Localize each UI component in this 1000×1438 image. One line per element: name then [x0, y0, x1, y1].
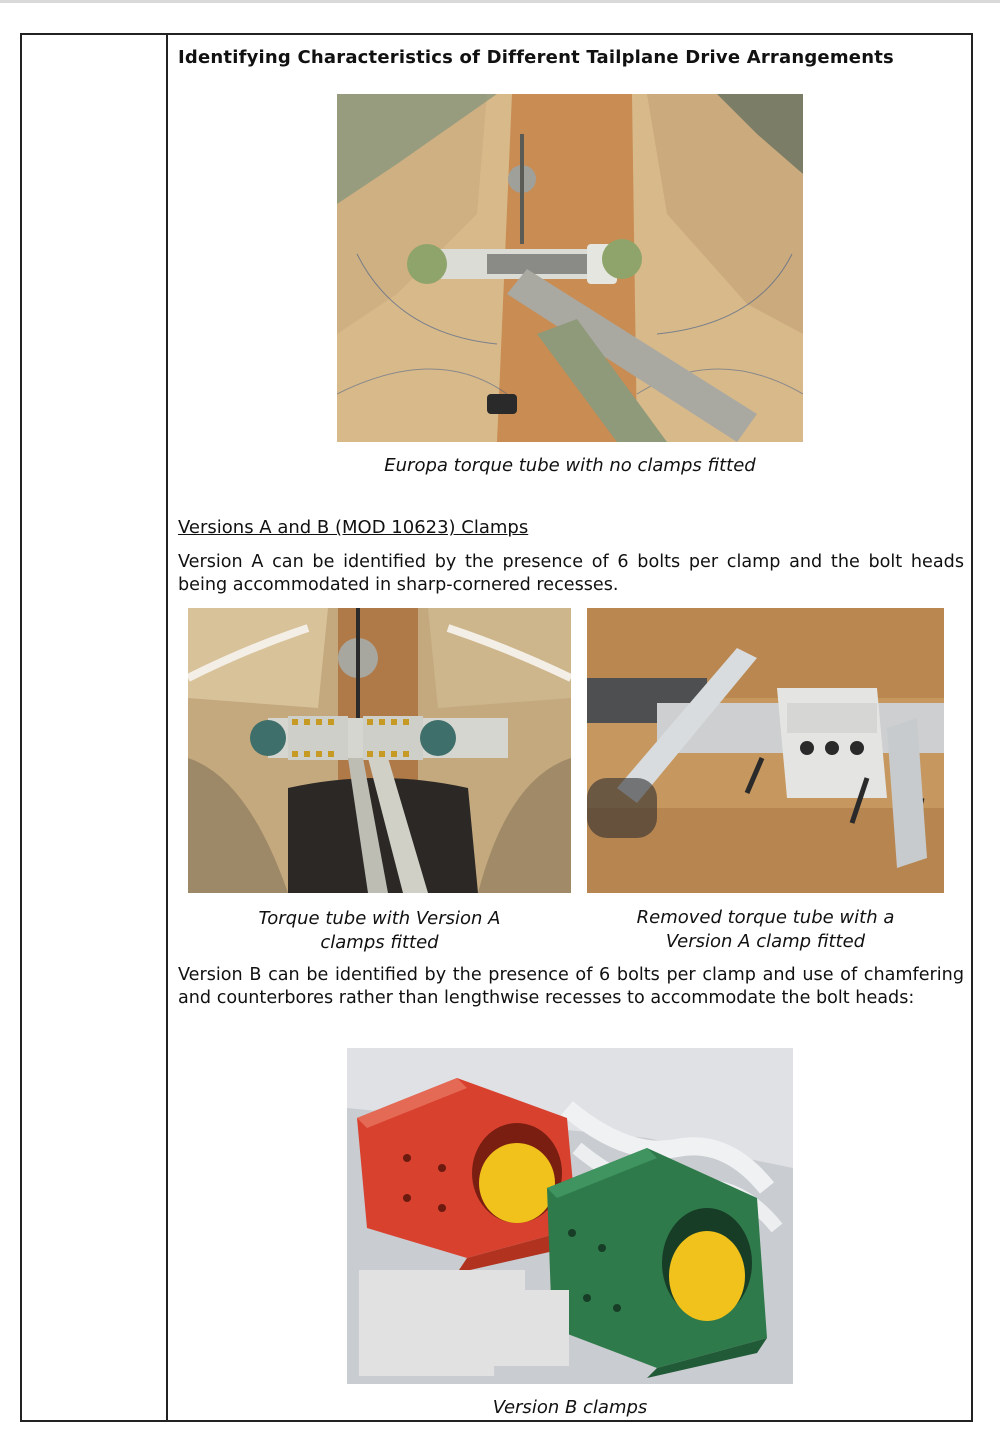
photo-torque-tube-version-a [188, 608, 571, 893]
version-a-paragraph: Version A can be identified by the presence of 6 bolts per clamp and the bolt heads being accommodated in sharp-cornered recesses. [178, 552, 964, 595]
photo-removed-torque-tube-version-a [587, 608, 944, 893]
figure3-caption-line2: Version A clamp fitted [665, 931, 866, 952]
figure2-caption-line1: Torque tube with Version A [258, 908, 501, 929]
figure3-caption-line1: Removed torque tube with a [636, 907, 895, 928]
page-top-rule [0, 0, 1000, 3]
figure4-caption: Version B clamps [492, 1397, 648, 1418]
figure2-caption [188, 907, 571, 955]
figure1-caption: Europa torque tube with no clamps fitted [384, 455, 756, 476]
version-b-paragraph: Version B can be identified by the presence of 6 bolts per clamp and use of chamfering and counterbores rather than lengthwise recesses to accommodate the bolt heads: [178, 965, 964, 1008]
photo-torque-tube-no-clamps [337, 94, 803, 442]
photo-version-b-clamps [347, 1048, 793, 1384]
section-heading: Identifying Characteristics of Different Tailplane Drive Arrangements [178, 47, 894, 68]
figure3-caption [587, 906, 944, 954]
table-column-divider [166, 33, 168, 1422]
versions-a-b-subheading: Versions A and B (MOD 10623) Clamps [178, 517, 529, 538]
figure2-caption-line2: clamps fitted [320, 932, 439, 953]
